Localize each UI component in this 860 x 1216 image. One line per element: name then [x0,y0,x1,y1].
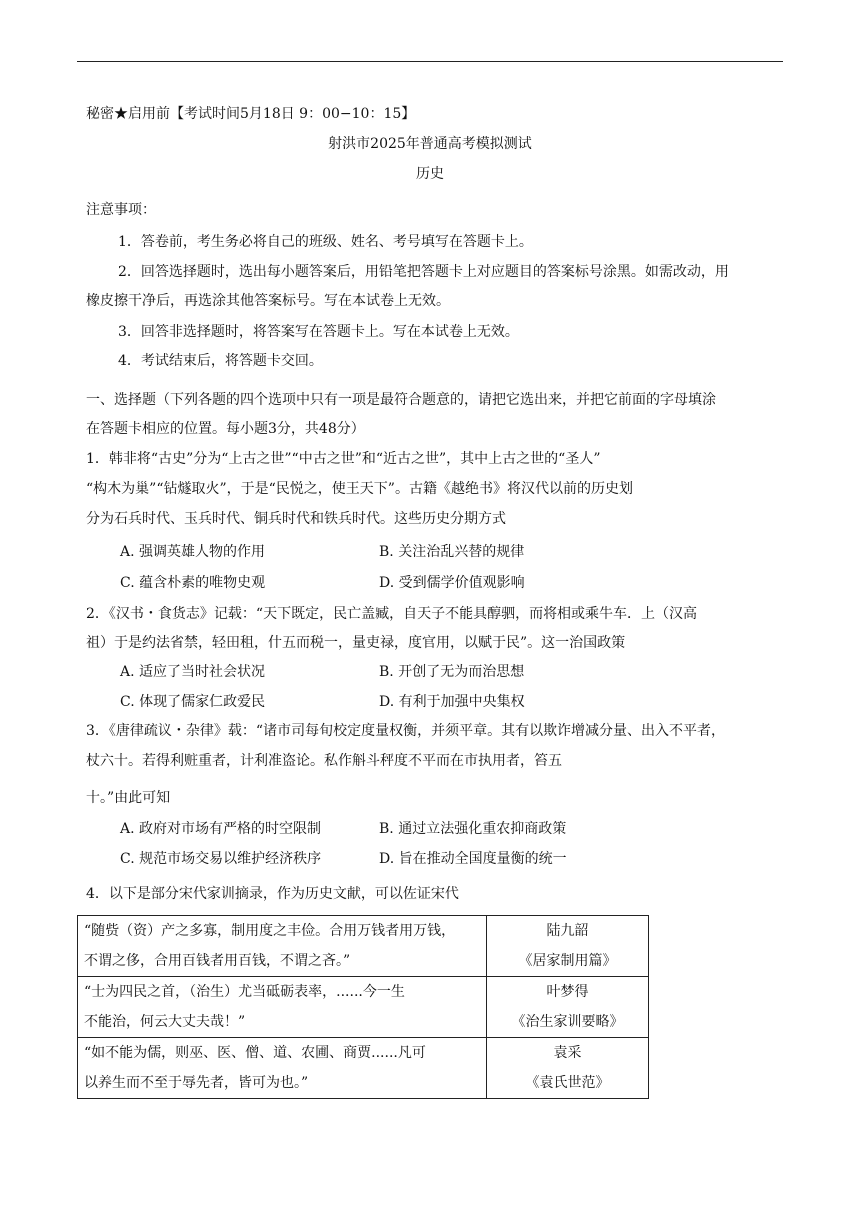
source-author: 陆九韶 [546,923,589,939]
source-cell [487,1038,649,1099]
secret-line: 秘密★启用前【考试时间5月18日 9：00−10：15】 [86,106,416,122]
option-1c: C. 蕴含朴素的唯物史观 [120,575,266,591]
notice-item: 4．考试结束后，将答题卡交回。 [118,353,323,369]
quote-line: “如不能为儒，则巫、医、僧、道、农圃、商贾......凡可 [84,1045,426,1061]
notice-item: 橡皮擦干净后，再选涂其他答案标号。写在本试卷上无效。 [86,293,450,309]
option-2a: A. 适应了当时社会状况 [120,664,266,680]
source-work: 《治生家训要略》 [511,1014,624,1030]
question-1-stem: 分为石兵时代、玉兵时代、铜兵时代和铁兵时代。这些历史分期方式 [86,511,506,527]
question-2-stem: 2．《汉书・食货志》记载：“天下既定，民亡盖臧，自天子不能具醇驷，而将相或乘牛车．上（汉高 [86,606,698,622]
option-3a: A. 政府对市场有严格的时空限制 [120,821,322,837]
quote-line: 不谓之侈，合用百钱者用百钱，不谓之吝。” [84,953,351,969]
section-heading: 一、选择题（下列各题的四个选项中只有一项是最符合题意的，请把它选出来，并把它前面的字母填涂 [86,392,716,408]
question-1-stem: “构木为巢”“钻燧取火”，于是“民悦之，使王天下”。古籍《越绝书》将汉代以前的历史划 [86,481,633,497]
exam-title: 射洪市2025年普通高考模拟测试 [328,136,532,152]
option-3c: C. 规范市场交易以维护经济秩序 [120,851,322,867]
quote-line: “士为四民之首，（治生）尤当砥砺表率，......今一生 [84,984,405,1000]
question-2-stem: 祖）于是约法省禁，轻田租，什五而税一，量吏禄，度官用，以赋于民”。这一治国政策 [86,635,626,651]
quote-cell [78,916,487,977]
subject-title: 历史 [416,166,444,182]
quote-line: 不能治，何云大丈夫哉！” [84,1014,246,1030]
table-row [78,916,649,977]
source-work: 《居家制用篇》 [518,953,617,969]
option-3d: D. 旨在推动全国度量衡的统一 [379,851,567,867]
quote-line: “随赀（资）产之多寡，制用度之丰俭。合用万钱者用万钱， [84,923,456,939]
source-cell [487,916,649,977]
family-instructions-table [77,915,649,1099]
source-author: 袁采 [553,1045,582,1061]
question-3-stem: 杖六十。若得利赃重者，计利准盗论。私作斛斗秤度不平而在市执用者，笞五 [86,753,562,769]
source-author: 叶梦得 [546,984,589,1000]
table-row [78,1038,649,1099]
option-1d: D. 受到儒学价值观影响 [379,575,525,591]
quote-line: 以养生而不至于辱先者，皆可为也。” [84,1075,309,1091]
quote-cell [78,977,487,1038]
question-4-stem: 4．以下是部分宋代家训摘录，作为历史文献，可以佐证宋代 [86,886,459,902]
option-2d: D. 有利于加强中央集权 [379,694,525,710]
question-1-stem: 1．韩非将“古史”分为“上古之世”“中古之世”和“近古之世”，其中上古之世的“圣人” [86,451,601,467]
option-3b: B. 通过立法强化重农抑商政策 [379,821,567,837]
question-3-stem: 3．《唐律疏议・杂律》载：“诸市司每旬校定度量权衡，并须平章。其有以欺诈增减分量、出入不平者， [86,723,726,739]
option-1a: A. 强调英雄人物的作用 [120,544,266,560]
notice-item: 2．回答选择题时，选出每小题答案后，用铅笔把答题卡上对应题目的答案标号涂黑。如需改动，用 [118,264,729,280]
option-1b: B. 关注治乱兴替的规律 [379,544,525,560]
notice-item: 1．答卷前，考生务必将自己的班级、姓名、考号填写在答题卡上。 [118,234,533,250]
notice-heading: 注意事项： [86,202,156,218]
question-3-stem: 十。”由此可知 [86,790,171,806]
quote-cell [78,1038,487,1099]
top-rule [77,61,783,62]
table-row [78,977,649,1038]
notice-item: 3．回答非选择题时，将答案写在答题卡上。写在本试卷上无效。 [118,324,519,340]
option-2c: C. 体现了儒家仁政爱民 [120,694,266,710]
option-2b: B. 开创了无为而治思想 [379,664,525,680]
source-work: 《袁氏世范》 [525,1075,610,1091]
section-heading-cont: 在答题卡相应的位置。每小题3分，共48分） [86,421,365,437]
source-cell [487,977,649,1038]
